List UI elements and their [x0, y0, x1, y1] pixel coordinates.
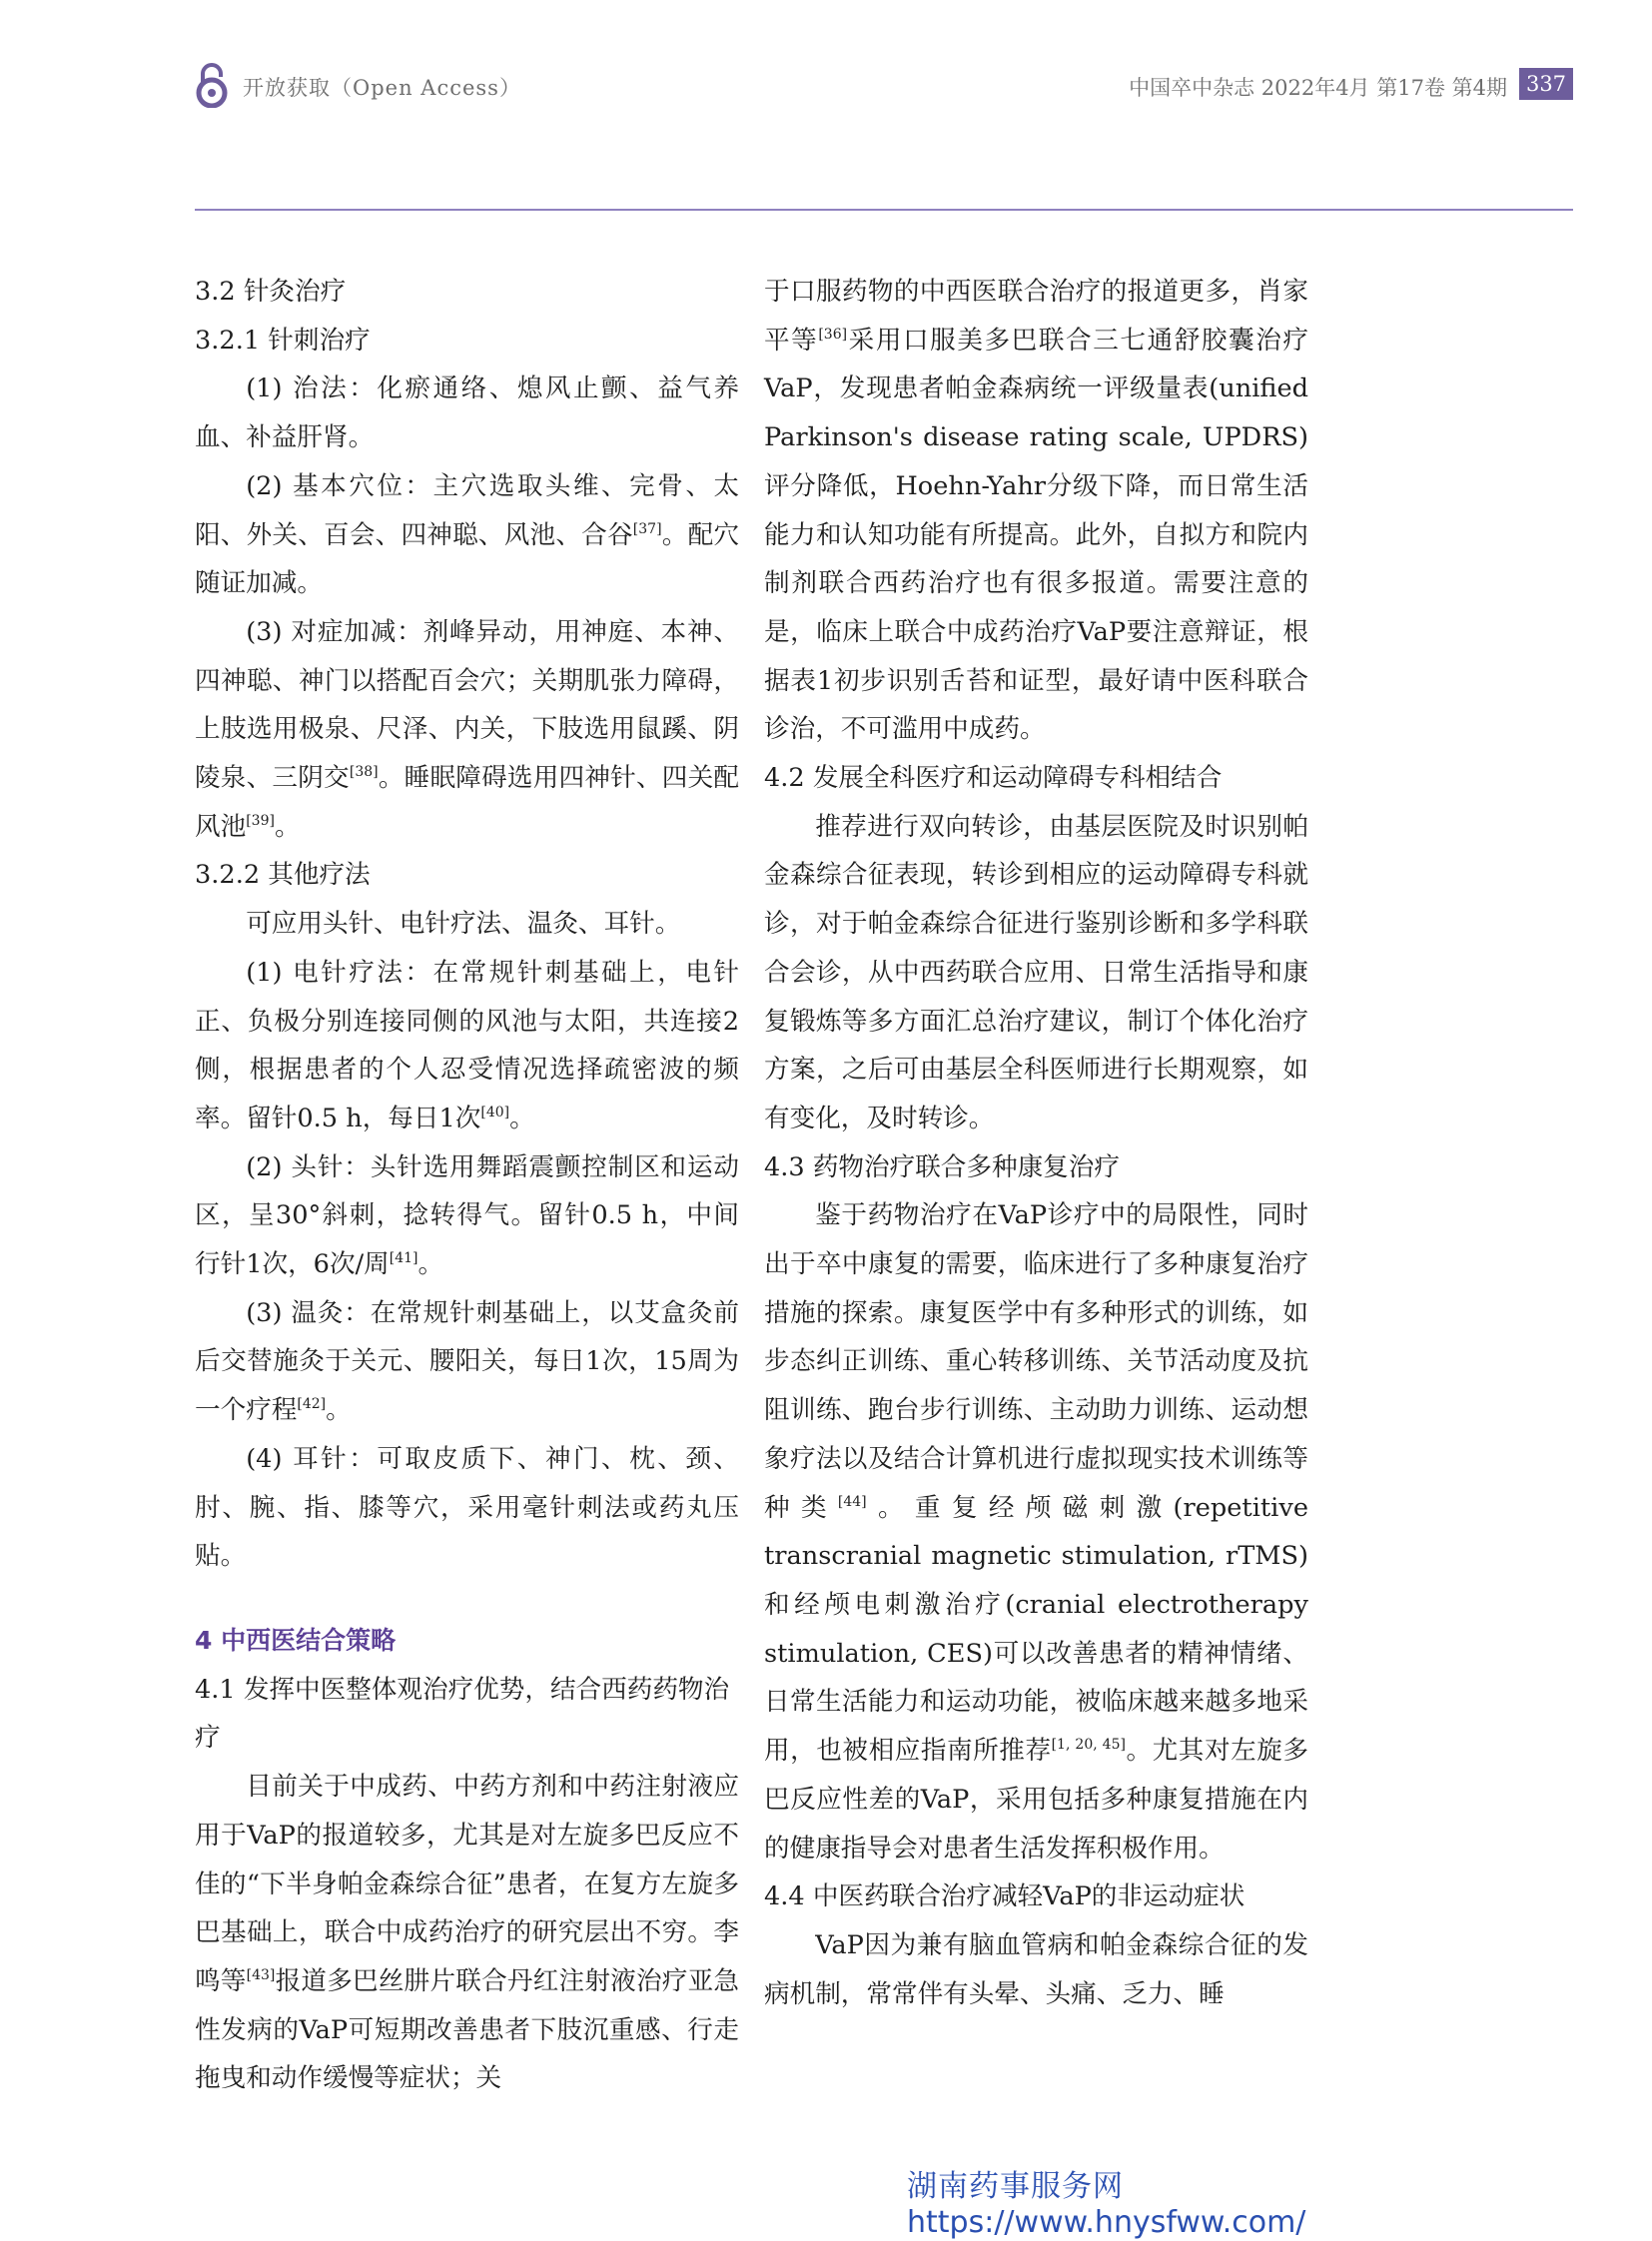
- open-access-icon: [195, 62, 229, 108]
- journal-citation: 中国卒中杂志 2022年4月 第17卷 第4期: [1129, 76, 1507, 100]
- site-url-link[interactable]: https://www.hnysfww.com/: [907, 2205, 1306, 2240]
- section-heading-4-4: 4.4 中医药联合治疗减轻VaP的非运动症状: [764, 1881, 1245, 1912]
- paragraph: 可应用头针、电针疗法、温灸、耳针。: [246, 909, 681, 940]
- section-heading-3-2-1: 3.2.1 针刺治疗: [195, 325, 371, 356]
- paragraph: (3) 温灸：在常规针刺基础上，以艾盒灸前后交替施灸于关元、腰阳关，每日1次，15周为一个疗程[42]。: [195, 1297, 739, 1426]
- paragraph: (2) 基本穴位：主穴选取头维、完骨、太阳、外关、百会、四神聪、风池、合谷[37]。配穴随证加减。: [195, 470, 739, 599]
- left-column: [195, 268, 739, 2103]
- site-name: 湖南药事服务网: [907, 2169, 1124, 2204]
- paragraph: (1) 治法：化瘀通络、熄风止颤、益气养血、补益肝肾。: [195, 374, 739, 453]
- citation-ref[interactable]: [44]: [837, 1493, 867, 1510]
- citation-ref[interactable]: [38]: [349, 764, 379, 781]
- paragraph: 目前关于中成药、中药方剂和中药注射液应用于VaP的报道较多，尤其是对左旋多巴反应不佳的“下半身帕金森综合征”患者，在复方左旋多巴基础上，联合中成药治疗的研究层出不穷。李鸣等[43]报道多巴丝肼片联合丹红注射液治疗亚急性发病的VaP可短期改善患者下肢沉重感、行走拖曳和动作缓慢等症状；关: [195, 1772, 739, 2094]
- citation-ref[interactable]: [43]: [246, 1966, 276, 1983]
- citation-ref[interactable]: [40]: [480, 1104, 510, 1120]
- paragraph: VaP因为兼有脑血管病和帕金森综合征的发病机制，常常伴有头晕、头痛、乏力、睡: [764, 1929, 1308, 2009]
- paragraph: 推荐进行双向转诊，由基层医院及时识别帕金森综合征表现，转诊到相应的运动障碍专科就诊，对于帕金森综合征进行鉴别诊断和多学科联合会诊，从中西药联合应用、日常生活指导和康复锻炼等多方面汇总治疗建议，制订个体化治疗方案，之后可由基层全科医师进行长期观察，如有变化，及时转诊。: [764, 811, 1308, 1133]
- paragraph: 鉴于药物治疗在VaP诊疗中的局限性，同时出于卒中康复的需要，临床进行了多种康复治疗措施的探索。康复医学中有多种形式的训练，如步态纠正训练、重心转移训练、关节活动度及抗阻训练、跑台步行训练、主动助力训练、运动想象疗法以及结合计算机进行虚拟现实技术训练等种类[44]。重复经颅磁刺激(repetitive transcranial magnetic stimulation, rTMS) 和经颅电刺激治疗(cranial electrotherapy stimulation, CES)可以改善患者的精神情绪、日常生活能力和运动功能，被临床越来越多地采用，也被相应指南所推荐[1, 20, 45]。尤其对左旋多巴反应性差的VaP，采用包括多种康复措施在内的健康指导会对患者生活发挥积极作用。: [764, 1200, 1308, 1864]
- page-header: [195, 62, 1573, 108]
- section-heading-3-2: 3.2 针灸治疗: [195, 277, 347, 307]
- paragraph: 于口服药物的中西医联合治疗的报道更多，肖家平等[36]采用口服美多巴联合三七通舒胶囊治疗VaP，发现患者帕金森病统一评级量表(unified Parkinson's disease rating scale, UPDRS) 评分降低，Hoehn-Yahr分级下降，而日常生活能力和认知功能有所提高。此外，自拟方和院内制剂联合西药治疗也有很多报道。需要注意的是，临床上联合中成药治疗VaP要注意辩证，根据表1初步识别舌苔和证型，最好请中医科联合诊治，不可滥用中成药。: [764, 277, 1308, 745]
- section-heading-4: 4 中西医结合策略: [195, 1625, 397, 1655]
- right-column: [764, 268, 1308, 2018]
- citation-ref[interactable]: [39]: [246, 812, 275, 829]
- section-heading-4-2: 4.2 发展全科医疗和运动障碍专科相结合: [764, 763, 1223, 794]
- paragraph: (4) 耳针：可取皮质下、神门、枕、颈、肘、腕、指、膝等穴，采用毫针刺法或药丸压贴。: [195, 1443, 739, 1572]
- header-divider: [195, 209, 1573, 211]
- open-access-label: 开放获取（Open Access）: [243, 76, 521, 100]
- watermark-footer: [907, 2169, 1306, 2241]
- paragraph: (3) 对症加减：剂峰异动，用神庭、本神、四神聪、神门以搭配百会穴；关期肌张力障碍，上肢选用极泉、尺泽、内关，下肢选用鼠蹊、阴陵泉、三阴交[38]。睡眠障碍选用四神针、四关配风池[39]。: [195, 616, 739, 842]
- citation-ref[interactable]: [36]: [818, 326, 848, 343]
- citation-ref[interactable]: [37]: [632, 520, 662, 537]
- paragraph: (1) 电针疗法：在常规针刺基础上，电针正、负极分别连接同侧的风池与太阳，共连接2侧，根据患者的个人忍受情况选择疏密波的频率。留针0.5 h，每日1次[40]。: [195, 957, 739, 1133]
- section-heading-4-1: 4.1 发挥中医整体观治疗优势，结合西药药物治疗: [195, 1674, 730, 1754]
- page-number: 337: [1519, 68, 1573, 100]
- citation-ref[interactable]: [1, 20, 45]: [1051, 1737, 1126, 1754]
- citation-ref[interactable]: [41]: [389, 1250, 418, 1267]
- paragraph: (2) 头针：头针选用舞蹈震颤控制区和运动区，呈30°斜刺，捻转得气。留针0.5 h，中间行针1次，6次/周[41]。: [195, 1151, 739, 1280]
- citation-ref[interactable]: [42]: [297, 1396, 327, 1413]
- section-heading-4-3: 4.3 药物治疗联合多种康复治疗: [764, 1151, 1120, 1182]
- section-heading-3-2-2: 3.2.2 其他疗法: [195, 860, 371, 891]
